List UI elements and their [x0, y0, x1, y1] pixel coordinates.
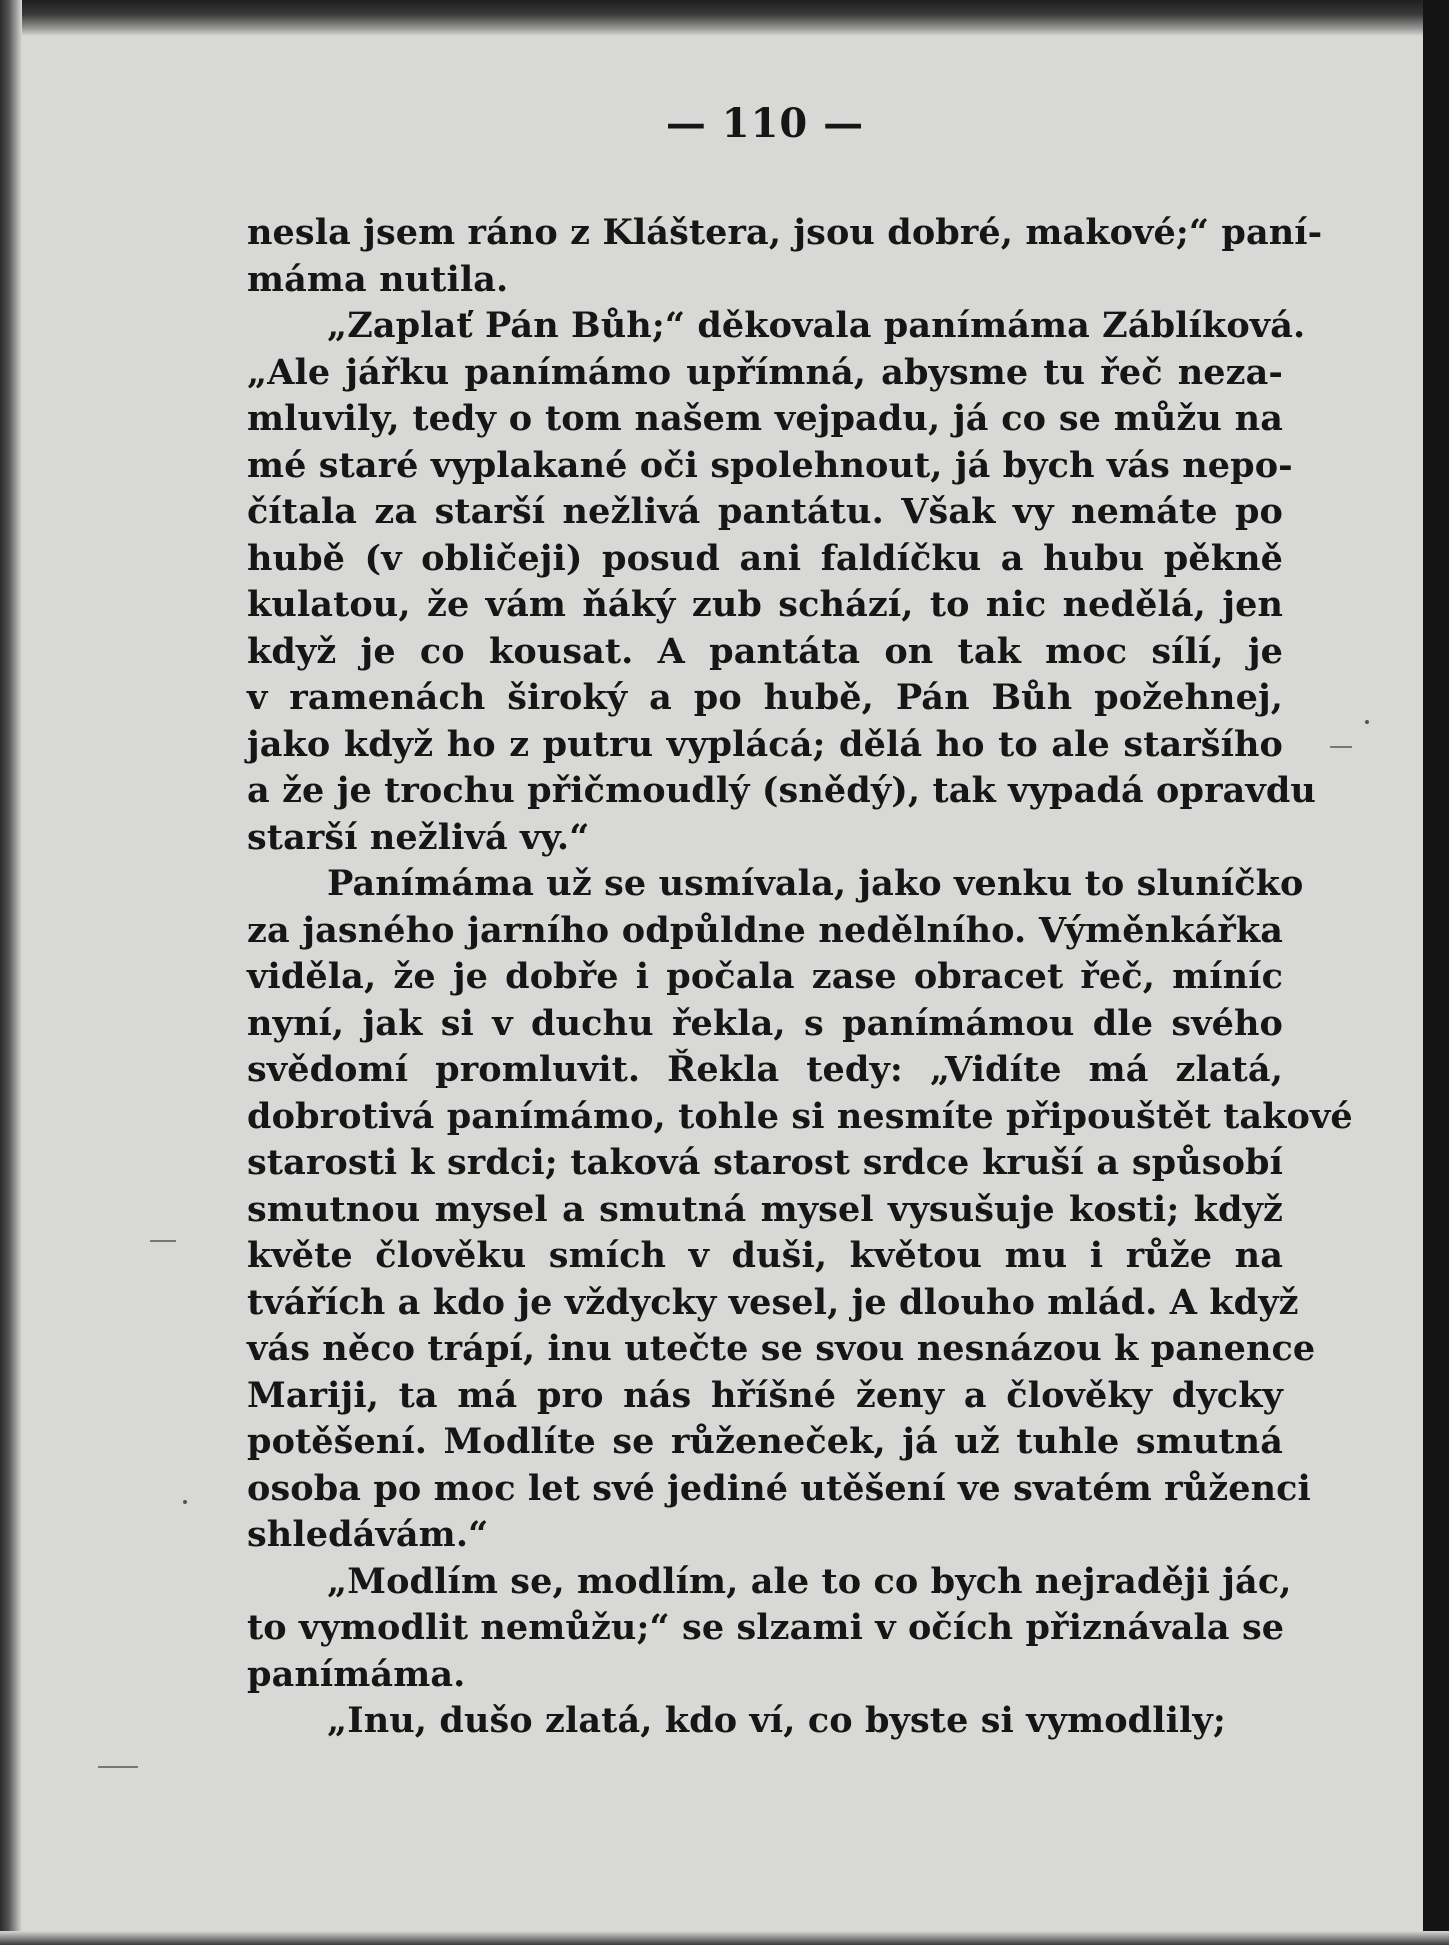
scan-edge-bottom [0, 1931, 1449, 1945]
text-line: starší nežlivá vy.“ [247, 816, 590, 858]
text-line: Panímáma už se usmívala, jako venku to sluníčko [327, 863, 1304, 904]
scan-mark [150, 1240, 176, 1242]
text-line: viděla, že je dobře i počala zase obracet řeč, míníc [247, 956, 1283, 997]
text-line: starosti k srdci; taková starost srdce kruší a spůsobí [247, 1142, 1283, 1183]
text-line: květe člověku smích v duši, květou mu i růže na [247, 1235, 1283, 1276]
text-line: a že je trochu přičmoudlý (snědý), tak vypadá opravdu [247, 770, 1316, 811]
scan-edge-top [0, 0, 1449, 36]
text-line: Mariji, ta má pro nás hříšné ženy a člověky dycky [247, 1374, 1283, 1416]
scan-speck [1365, 720, 1369, 724]
text-line: osoba po moc let své jediné utěšení ve svatém růženci [247, 1467, 1311, 1509]
text-line: „Inu, dušo zlatá, kdo ví, co byste si vymodlily; [327, 1700, 1226, 1741]
text-line: „Modlím se, modlím, ale to co bych nejraději jác, [327, 1560, 1292, 1602]
text-line: v ramenách široký a po hubě, Pán Bůh požehnej, [247, 677, 1283, 718]
text-line: čítala za starší nežlivá pantátu. Však vy nemáte po [247, 491, 1283, 532]
scan-mark [1330, 746, 1352, 748]
text-line: nesla jsem ráno z Kláštera, jsou dobré, makové;“ paní- [247, 212, 1323, 253]
text-line: kulatou, že vám ňáký zub schází, to nic nedělá, jen [247, 584, 1283, 625]
text-line: když je co kousat. A pantáta on tak moc sílí, je [247, 630, 1283, 672]
text-line: vás něco trápí, inu utečte se svou nesnázou k panence [247, 1328, 1316, 1369]
text-line: potěšení. Modlíte se růženeček, já už tuhle smutná [247, 1421, 1283, 1462]
text-line: tvářích a kdo je vždycky vesel, je dlouho mlád. A když [247, 1281, 1299, 1323]
scan-edge-left [0, 0, 22, 1945]
text-line: „Ale jářku panímámo upřímná, abysme tu řeč neza- [247, 351, 1283, 393]
text-line: mé staré vyplakané oči spolehnout, já bych vás nepo- [247, 444, 1293, 486]
text-line: za jasného jarního odpůldne nedělního. Výměnkářka [247, 909, 1283, 951]
text-line: svědomí promluvit. Řekla tedy: „Vidíte má zlatá, [247, 1049, 1283, 1090]
page-number: — 110 — [665, 100, 865, 147]
scan-speck [183, 1500, 187, 1504]
scan-edge-right [1423, 0, 1449, 1945]
text-line: jako když ho z putru vyplácá; dělá ho to ale staršího [247, 723, 1283, 765]
text-line: máma nutila. [247, 258, 509, 300]
scan-mark [98, 1766, 138, 1768]
text-line: nyní, jak si v duchu řekla, s panímámou dle svého [247, 1002, 1283, 1044]
text-line: shledávám.“ [247, 1514, 489, 1555]
text-line: smutnou mysel a smutná mysel vysušuje kosti; když [247, 1188, 1283, 1230]
text-line: panímáma. [247, 1653, 466, 1695]
text-line: hubě (v obličeji) posud ani faldíčku a hubu pěkně [247, 537, 1283, 579]
text-line: to vymodlit nemůžu;“ se slzami v očích přiznávala se [247, 1607, 1285, 1648]
text-line: „Zaplať Pán Bůh;“ děkovala panímáma Záblíková. [327, 305, 1306, 346]
page-text [247, 210, 1353, 1745]
text-line: mluvily, tedy o tom našem vejpadu, já co se můžu na [247, 398, 1283, 439]
text-line: dobrotivá panímámo, tohle si nesmíte připouštět takové [247, 1095, 1353, 1137]
